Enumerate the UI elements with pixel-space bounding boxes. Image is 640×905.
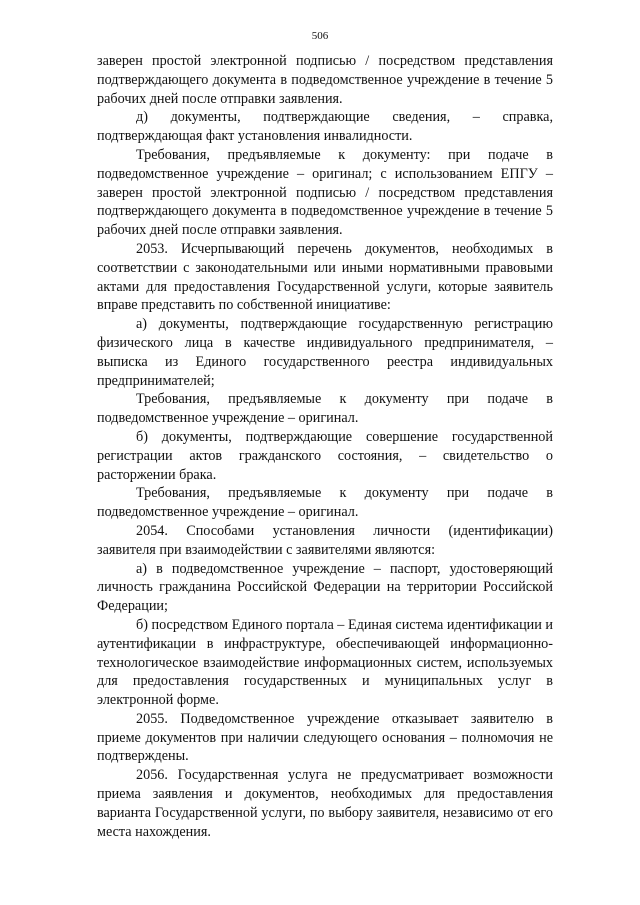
paragraph-continuation: заверен простой электронной подписью / посредством представления подтверждающего документа в подведомственное учреждение в течение 5 рабочих дней после отправки заявления. <box>97 53 553 107</box>
page-number: 506 <box>311 30 329 42</box>
paragraph-2053: 2053. Исчерпывающий перечень документов, необходимых в соответствии с законодательными или иными нормативными правовыми актами для предоставления Государственной услуги, которые заявитель вправе представить по собственной инициативе: <box>97 240 553 314</box>
paragraph-item-b-civil-status: б) документы, подтверждающие совершение государственной регистрации актов гражданского состояния, – свидетельство о расторжении брака. <box>97 428 553 483</box>
paragraph-item-d-documents: д) документы, подтверждающие сведения, – справка, подтверждающая факт установления инвалидности. <box>97 109 553 145</box>
paragraph-requirements-3: Требования, предъявляемые к документу при подаче в подведомственное учреждение – оригинал. <box>97 485 553 521</box>
paragraph-item-a-passport: а) в подведомственное учреждение – паспорт, удостоверяющий личность гражданина Российской Федерации на территории Российской Федерации; <box>97 560 553 615</box>
paragraph-2056: 2056. Государственная услуга не предусматривает возможности приема заявления и документов, необходимых для предоставления варианта Государственной услуги, по выбору заявителя, независимо от его места нахождения. <box>97 767 553 840</box>
paragraph-item-a-registration: а) документы, подтверждающие государственную регистрацию физического лица в качестве индивидуального предпринимателя, – выписка из Единого государственного реестра индивидуальных предпринимателей; <box>97 316 553 389</box>
paragraph-2054: 2054. Способами установления личности (идентификации) заявителя при взаимодействии с заявителями являются: <box>97 522 553 558</box>
paragraph-2055: 2055. Подведомственное учреждение отказывает заявителю в приеме документов при наличии следующего основания – полномочия не подтверждены. <box>97 710 553 765</box>
document-body <box>97 52 553 841</box>
paragraph-requirements-2: Требования, предъявляемые к документу при подаче в подведомственное учреждение – оригинал. <box>97 391 553 427</box>
paragraph-requirements-1: Требования, предъявляемые к документу: при подаче в подведомственное учреждение – оригинал; с использованием ЕПГУ – заверен простой электронной подписью / посредством представления подтверждающего документа в подведомственное учреждение в течение 5 рабочих дней после отправки заявления. <box>97 146 553 239</box>
paragraph-item-b-portal: б) посредством Единого портала – Единая система идентификации и аутентификации в инфраструктуре, обеспечивающей информационно-технологическое взаимодействие информационных систем, используемых для предоставления государственных и муниципальных услуг в электронной форме. <box>97 616 553 709</box>
